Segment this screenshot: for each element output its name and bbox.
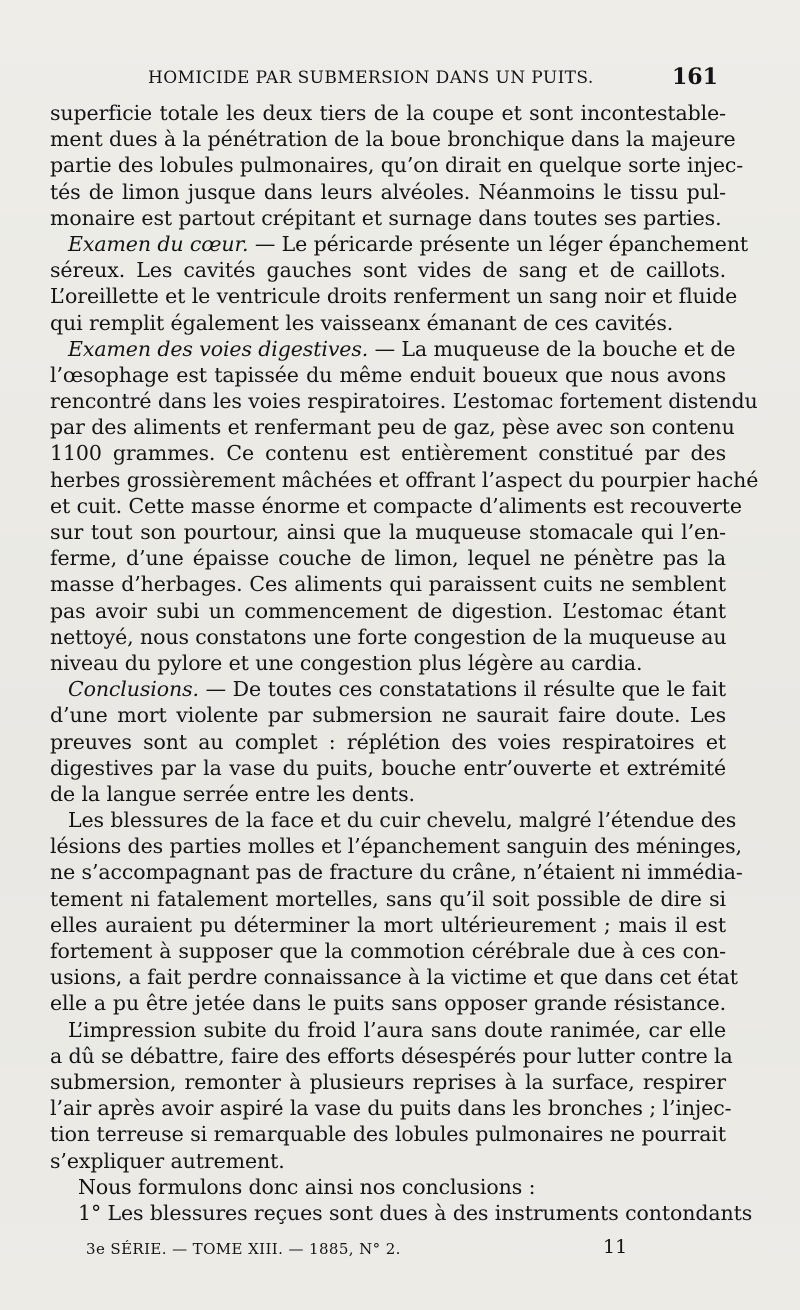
text-line: Nous formulons donc ainsi nos conclusions : — [78, 1174, 536, 1199]
text-line: l’œsophage est tapissée du même enduit boueux que nous avons — [50, 362, 726, 387]
text-line: pas avoir subi un commencement de digestion. L’estomac étant — [50, 598, 726, 623]
text-line: sur tout son pourtour, ainsi que la muqueuse stomacale qui l’en- — [50, 520, 726, 544]
text-line: tement ni fatalement mortelles, sans qu’il soit possible de dire si — [50, 886, 726, 911]
running-head: HOMICIDE PAR SUBMERSION DANS UN PUITS. — [148, 68, 594, 88]
text-line: de la langue serrée entre les dents. — [50, 781, 415, 806]
text-line: lésions des parties molles et l’épanchement sanguin des méninges, — [50, 834, 742, 859]
text-line: 1100 grammes. Ce contenu est entièrement constitué par des — [50, 441, 726, 466]
text-line: superficie totale les deux tiers de la coupe et sont incontestable- — [50, 101, 726, 125]
section-heading-heart: Examen du cœur. — [68, 231, 249, 256]
text-line: fortement à supposer que la commotion cérébrale due à ces con- — [50, 939, 726, 963]
text-line: séreux. Les cavités gauches sont vides de sang et de caillots. — [50, 258, 726, 283]
text-line: usions, a fait perdre connaissance à la victime et que dans cet état — [50, 965, 738, 990]
text-line: niveau du pylore et une congestion plus légère au cardia. — [50, 650, 643, 675]
text-line: Les blessures de la face et du cuir chevelu, malgré l’étendue des — [68, 808, 737, 833]
series-info: 3e SÉRIE. — TOME XIII. — 1885, N° 2. — [86, 1240, 401, 1258]
text-fragment: — La muqueuse de la bouche et de — [368, 336, 736, 361]
text-line: elles auraient pu déterminer la mort ultérieurement ; mais il est — [50, 912, 726, 937]
text-line: masse d’herbages. Ces aliments qui paraissent cuits ne semblent — [50, 572, 726, 597]
text-line: par des aliments et renfermant peu de gaz, pèse avec son contenu — [50, 415, 735, 440]
signature-mark: 11 — [603, 1236, 628, 1258]
text-line: L’impression subite du froid l’aura sans doute ranimée, car elle — [68, 1017, 726, 1042]
section-heading-conclusions: Conclusions. — [68, 677, 199, 702]
body-text — [50, 100, 759, 1226]
page-number: 161 — [672, 64, 718, 90]
text-line: elle a pu être jetée dans le puits sans opposer grande résistance. — [50, 991, 726, 1016]
text-line: partie des lobules pulmonaires, qu’on dirait en quelque sorte injec- — [50, 153, 744, 178]
text-line: a dû se débattre, faire des efforts désespérés pour lutter contre la — [50, 1043, 733, 1068]
section-line — [50, 676, 726, 702]
text-line: herbes grossièrement mâchées et offrant l’aspect du pourpier haché — [50, 467, 759, 492]
text-line: tion terreuse si remarquable des lobules pulmonaires ne pourrait — [50, 1122, 726, 1147]
text-line: nettoyé, nous constatons une forte congestion de la muqueuse au — [50, 624, 727, 649]
section-heading-digestive: Examen des voies digestives. — [68, 336, 369, 361]
text-line: ment dues à la pénétration de la boue bronchique dans la majeure — [50, 127, 736, 152]
page-header — [0, 62, 800, 98]
text-line: submersion, remonter à plusieurs reprises à la surface, respirer — [50, 1069, 726, 1094]
text-line: digestives par la vase du puits, bouche entr’ouverte et extrémité — [50, 755, 726, 780]
text-line: s’expliquer autrement. — [50, 1148, 285, 1173]
page-footer — [0, 1236, 800, 1266]
text-line: preuves sont au complet : réplétion des voies respiratoires et — [50, 729, 726, 754]
text-line: monaire est partout crépitant et surnage dans toutes ses parties. — [50, 205, 722, 230]
section-line — [50, 336, 736, 362]
text-line: et cuit. Cette masse énorme et compacte d’aliments est recouverte — [50, 493, 742, 518]
text-line: rencontré dans les voies respiratoires. L’estomac fortement distendu — [50, 389, 758, 414]
text-line: 1° Les blessures reçues sont dues à des instruments contondants — [78, 1200, 753, 1225]
text-line: L’oreillette et le ventricule droits renferment un sang noir et fluide — [50, 284, 738, 309]
text-fragment: — Le péricarde présente un léger épanchement — [248, 231, 749, 256]
text-line: qui remplit également les vaisseanx émanant de ces cavités. — [50, 310, 674, 335]
section-line — [50, 231, 749, 257]
text-line: d’une mort violente par submersion ne saurait faire doute. Les — [50, 703, 726, 728]
text-fragment: — De toutes ces constatations il résulte que le fait — [198, 677, 726, 702]
text-line: l’air après avoir aspiré la vase du puits dans les bronches ; l’injec- — [50, 1096, 732, 1121]
text-line: tés de limon jusque dans leurs alvéoles. Néanmoins le tissu pul- — [50, 179, 726, 204]
text-line: ferme, d’une épaisse couche de limon, lequel ne pénètre pas la — [50, 546, 726, 571]
text-line: ne s’accompagnant pas de fracture du crâne, n’étaient ni immédia- — [50, 860, 743, 885]
